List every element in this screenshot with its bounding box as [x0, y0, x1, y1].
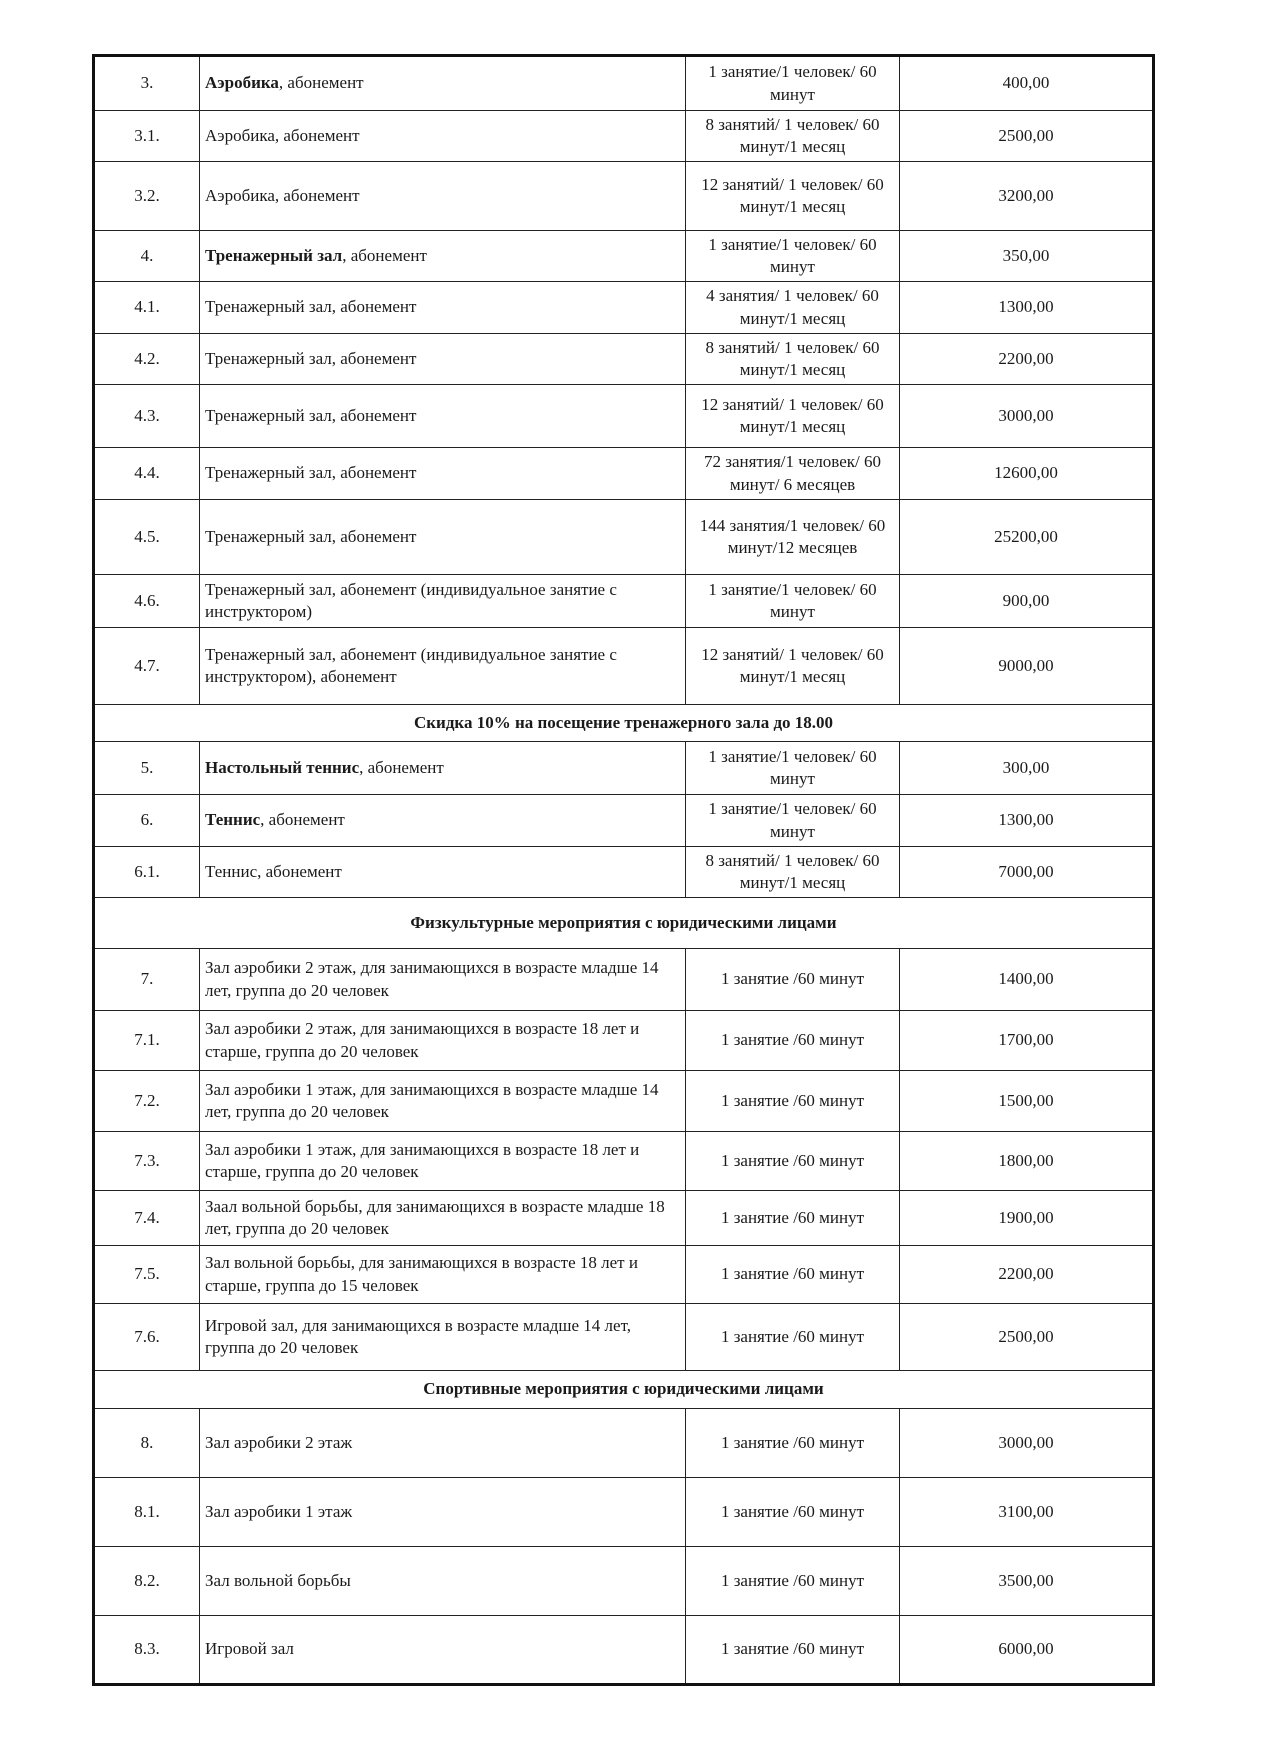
table-row [94, 162, 1154, 231]
price: 3000,00 [900, 1409, 1154, 1478]
item-number: 4.6. [94, 575, 200, 628]
service-name [200, 1071, 686, 1132]
unit-of-service: 1 занятие/1 человек/ 60 минут [686, 742, 900, 795]
service-name [200, 1011, 686, 1071]
unit-of-service: 1 занятие /60 минут [686, 1616, 900, 1685]
table-row [94, 628, 1154, 705]
table-row [94, 1246, 1154, 1304]
table-row [94, 1547, 1154, 1616]
service-name-text: , абонемент [278, 73, 364, 93]
table-row [94, 500, 1154, 575]
section-heading-row [94, 898, 1154, 949]
price: 1800,00 [900, 1132, 1154, 1191]
table-row [94, 1304, 1154, 1371]
table-body [94, 56, 1154, 1685]
service-name-bold: Настольный теннис [205, 757, 360, 777]
price: 2500,00 [900, 1304, 1154, 1371]
service-name [200, 1304, 686, 1371]
service-name [200, 334, 686, 385]
service-name-text: Зал вольной борьбы [205, 1570, 351, 1590]
price: 1300,00 [900, 795, 1154, 847]
service-name-text: Заал вольной борьбы, для занимающихся в возрасте младше 18 лет, группа до 20 человек [205, 1196, 665, 1238]
service-name [200, 111, 686, 162]
service-name-text: , абонемент [359, 757, 444, 777]
unit-of-service: 12 занятий/ 1 человек/ 60 минут/1 месяц [686, 162, 900, 231]
service-name-text: Аэробика, абонемент [205, 185, 360, 205]
price: 6000,00 [900, 1616, 1154, 1685]
service-name-text: Зал аэробики 2 этаж [205, 1432, 353, 1452]
price: 3200,00 [900, 162, 1154, 231]
section-heading: Скидка 10% на посещение тренажерного зала до 18.00 [94, 705, 1154, 742]
item-number: 8. [94, 1409, 200, 1478]
unit-of-service: 8 занятий/ 1 человек/ 60 минут/1 месяц [686, 111, 900, 162]
table-row [94, 1191, 1154, 1246]
price: 25200,00 [900, 500, 1154, 575]
service-name [200, 1191, 686, 1246]
service-name [200, 385, 686, 448]
service-name-text: Зал аэробики 1 этаж [205, 1501, 353, 1521]
price: 12600,00 [900, 448, 1154, 500]
item-number: 8.1. [94, 1478, 200, 1547]
service-name-text: Игровой зал, для занимающихся в возрасте младше 14 лет, группа до 20 человек [205, 1315, 631, 1357]
table-row [94, 795, 1154, 847]
table-row [94, 742, 1154, 795]
item-number: 4.5. [94, 500, 200, 575]
table-row [94, 575, 1154, 628]
price: 3100,00 [900, 1478, 1154, 1547]
section-heading: Физкультурные мероприятия с юридическими лицами [94, 898, 1154, 949]
service-name-text: Зал аэробики 1 этаж, для занимающихся в возрасте 18 лет и старше, группа до 20 человек [205, 1139, 640, 1181]
service-name-text: Зал аэробики 1 этаж, для занимающихся в возрасте младше 14 лет, группа до 20 человек [205, 1079, 659, 1121]
unit-of-service: 1 занятие /60 минут [686, 1191, 900, 1246]
table-row [94, 1478, 1154, 1547]
price-table [92, 54, 1155, 1686]
item-number: 6.1. [94, 847, 200, 898]
unit-of-service: 1 занятие /60 минут [686, 1409, 900, 1478]
table-row [94, 847, 1154, 898]
unit-of-service: 144 занятия/1 человек/ 60 минут/12 месяцев [686, 500, 900, 575]
price: 400,00 [900, 56, 1154, 111]
unit-of-service: 1 занятие/1 человек/ 60 минут [686, 795, 900, 847]
price: 7000,00 [900, 847, 1154, 898]
price: 1300,00 [900, 282, 1154, 334]
item-number: 7.1. [94, 1011, 200, 1071]
service-name [200, 162, 686, 231]
service-name [200, 1132, 686, 1191]
service-name [200, 1547, 686, 1616]
unit-of-service: 1 занятие /60 минут [686, 1011, 900, 1071]
item-number: 7.5. [94, 1246, 200, 1304]
service-name-text: Игровой зал [205, 1639, 294, 1659]
item-number: 5. [94, 742, 200, 795]
unit-of-service: 1 занятие /60 минут [686, 1132, 900, 1191]
unit-of-service: 1 занятие/1 человек/ 60 минут [686, 575, 900, 628]
unit-of-service: 1 занятие /60 минут [686, 1246, 900, 1304]
section-heading-row [94, 705, 1154, 742]
item-number: 4.7. [94, 628, 200, 705]
service-name [200, 575, 686, 628]
service-name-text: Зал вольной борьбы, для занимающихся в возрасте 18 лет и старше, группа до 15 человек [205, 1253, 638, 1295]
price: 1700,00 [900, 1011, 1154, 1071]
item-number: 7.6. [94, 1304, 200, 1371]
service-name-text: Тренажерный зал, абонемент [205, 348, 417, 368]
unit-of-service: 72 занятия/1 человек/ 60 минут/ 6 месяцев [686, 448, 900, 500]
service-name [200, 231, 686, 282]
item-number: 8.3. [94, 1616, 200, 1685]
unit-of-service: 1 занятие/1 человек/ 60 минут [686, 231, 900, 282]
item-number: 8.2. [94, 1547, 200, 1616]
service-name-text: Тренажерный зал, абонемент (индивидуальное занятие с инструктором), абонемент [205, 644, 617, 686]
unit-of-service: 1 занятие /60 минут [686, 1071, 900, 1132]
unit-of-service: 1 занятие/1 человек/ 60 минут [686, 56, 900, 111]
service-name-bold: Теннис [205, 810, 261, 830]
service-name-text: Тренажерный зал, абонемент [205, 463, 417, 483]
table-row [94, 56, 1154, 111]
unit-of-service: 1 занятие /60 минут [686, 1304, 900, 1371]
price: 1900,00 [900, 1191, 1154, 1246]
table-row [94, 949, 1154, 1011]
service-name [200, 1246, 686, 1304]
item-number: 3.1. [94, 111, 200, 162]
service-name [200, 1478, 686, 1547]
service-name-text: Тренажерный зал, абонемент [205, 405, 417, 425]
unit-of-service: 1 занятие /60 минут [686, 949, 900, 1011]
item-number: 7. [94, 949, 200, 1011]
service-name [200, 1409, 686, 1478]
service-name-text: Зал аэробики 2 этаж, для занимающихся в возрасте младше 14 лет, группа до 20 человек [205, 958, 659, 1000]
table-row [94, 1071, 1154, 1132]
price: 2200,00 [900, 334, 1154, 385]
item-number: 7.2. [94, 1071, 200, 1132]
unit-of-service: 8 занятий/ 1 человек/ 60 минут/1 месяц [686, 334, 900, 385]
service-name [200, 628, 686, 705]
service-name-text: , абонемент [342, 245, 427, 265]
service-name [200, 282, 686, 334]
unit-of-service: 4 занятия/ 1 человек/ 60 минут/1 месяц [686, 282, 900, 334]
service-name-text: Тренажерный зал, абонемент [205, 526, 417, 546]
table-row [94, 1132, 1154, 1191]
service-name-text: Теннис, абонемент [205, 861, 342, 881]
item-number: 7.3. [94, 1132, 200, 1191]
table-row [94, 448, 1154, 500]
service-name [200, 56, 686, 111]
item-number: 3. [94, 56, 200, 111]
price: 9000,00 [900, 628, 1154, 705]
service-name [200, 448, 686, 500]
table-row [94, 111, 1154, 162]
service-name-text: Аэробика, абонемент [205, 125, 360, 145]
table-row [94, 1011, 1154, 1071]
price: 2200,00 [900, 1246, 1154, 1304]
service-name [200, 949, 686, 1011]
item-number: 4.2. [94, 334, 200, 385]
item-number: 4.3. [94, 385, 200, 448]
item-number: 4. [94, 231, 200, 282]
service-name [200, 742, 686, 795]
price: 3500,00 [900, 1547, 1154, 1616]
unit-of-service: 12 занятий/ 1 человек/ 60 минут/1 месяц [686, 385, 900, 448]
table-row [94, 282, 1154, 334]
unit-of-service: 1 занятие /60 минут [686, 1478, 900, 1547]
item-number: 7.4. [94, 1191, 200, 1246]
unit-of-service: 8 занятий/ 1 человек/ 60 минут/1 месяц [686, 847, 900, 898]
price: 1400,00 [900, 949, 1154, 1011]
price: 2500,00 [900, 111, 1154, 162]
item-number: 6. [94, 795, 200, 847]
service-name-bold: Аэробика [205, 73, 279, 93]
service-name-text: Тренажерный зал, абонемент (индивидуальное занятие с инструктором) [205, 579, 617, 621]
service-name-text: , абонемент [260, 810, 345, 830]
item-number: 3.2. [94, 162, 200, 231]
table-row [94, 1409, 1154, 1478]
section-heading: Спортивные мероприятия с юридическими лицами [94, 1371, 1154, 1409]
price: 900,00 [900, 575, 1154, 628]
price: 1500,00 [900, 1071, 1154, 1132]
service-name [200, 1616, 686, 1685]
service-name [200, 795, 686, 847]
price: 300,00 [900, 742, 1154, 795]
table-row [94, 231, 1154, 282]
table-row [94, 334, 1154, 385]
service-name-bold: Тренажерный зал [205, 245, 343, 265]
item-number: 4.4. [94, 448, 200, 500]
unit-of-service: 1 занятие /60 минут [686, 1547, 900, 1616]
unit-of-service: 12 занятий/ 1 человек/ 60 минут/1 месяц [686, 628, 900, 705]
service-name-text: Зал аэробики 2 этаж, для занимающихся в возрасте 18 лет и старше, группа до 20 человек [205, 1019, 640, 1061]
service-name [200, 847, 686, 898]
item-number: 4.1. [94, 282, 200, 334]
table-row [94, 1616, 1154, 1685]
section-heading-row [94, 1371, 1154, 1409]
price: 3000,00 [900, 385, 1154, 448]
service-name [200, 500, 686, 575]
service-name-text: Тренажерный зал, абонемент [205, 297, 417, 317]
price: 350,00 [900, 231, 1154, 282]
table-row [94, 385, 1154, 448]
